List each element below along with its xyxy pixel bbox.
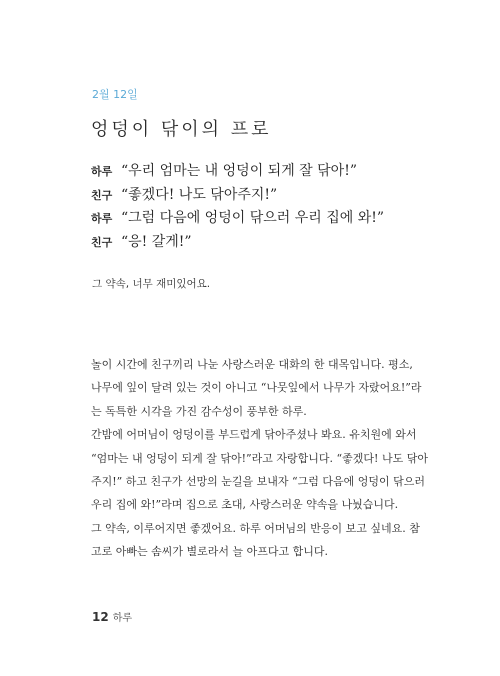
dialogue-text: “우리 엄마는 내 엉덩이 되게 잘 닦아!”	[121, 163, 357, 179]
body-line: 우리 집에 와!”라며 집으로 초대, 사랑스러운 약속을 나눴습니다.	[91, 498, 399, 512]
page-footer	[92, 609, 132, 624]
dialogue-speaker: 하루	[91, 212, 113, 225]
dialogue-text: “그럼 다음에 엉덩이 닦으러 우리 집에 와!”	[121, 210, 385, 226]
dialogue-line	[91, 207, 431, 231]
body-line: 는 독특한 시각을 가진 감수성이 풍부한 하루.	[91, 404, 307, 418]
dialogue-line	[91, 231, 431, 255]
body-line: 주지!” 하고 친구가 선망의 눈길을 보내자 “그럼 다음에 엉덩이 닦으러	[91, 474, 426, 488]
entry-title: 엉덩이 닦이의 프로	[91, 119, 272, 140]
teacher-comment: 그 약속, 너무 재미있어요.	[92, 278, 211, 290]
dialogue-speaker: 친구	[91, 188, 113, 202]
body-line: “엄마는 내 엉덩이 되게 잘 닦아!”라고 자랑합니다. “좋겠다! 나도 닦아	[91, 451, 428, 465]
body-line: 나무에 잎이 달려 있는 것이 아니고 “나뭇잎에서 나무가 자랐어요!”라	[91, 381, 422, 395]
dialogue-line	[91, 160, 431, 184]
body-line: 고로 아빠는 솜씨가 별로라서 늘 아프다고 합니다.	[91, 545, 328, 559]
section-name: 하루	[112, 613, 133, 624]
body-line: 그 약속, 이루어지면 좋겠어요. 하루 어머님의 반응이 보고 싶네요. 참	[91, 521, 420, 535]
body-line: 간밤에 어머님이 엉덩이를 부드럽게 닦아주셨나 봐요. 유치원에 와서	[91, 428, 417, 442]
dialogue-speaker: 하루	[91, 165, 113, 178]
body-paragraph	[91, 353, 428, 564]
dialogue-line	[91, 184, 431, 208]
page-number: 12	[92, 610, 109, 624]
dialogue-text: “좋겠다! 나도 닦아주지!”	[121, 186, 278, 203]
body-line: 놀이 시간에 친구끼리 나눈 사랑스러운 대화의 한 대목입니다. 평소,	[91, 358, 413, 371]
entry-date: 2월 12일	[92, 88, 138, 101]
dialogue-speaker: 친구	[91, 235, 113, 249]
dialogue-block	[91, 160, 431, 254]
dialogue-text: “응! 갈게!”	[121, 233, 192, 250]
